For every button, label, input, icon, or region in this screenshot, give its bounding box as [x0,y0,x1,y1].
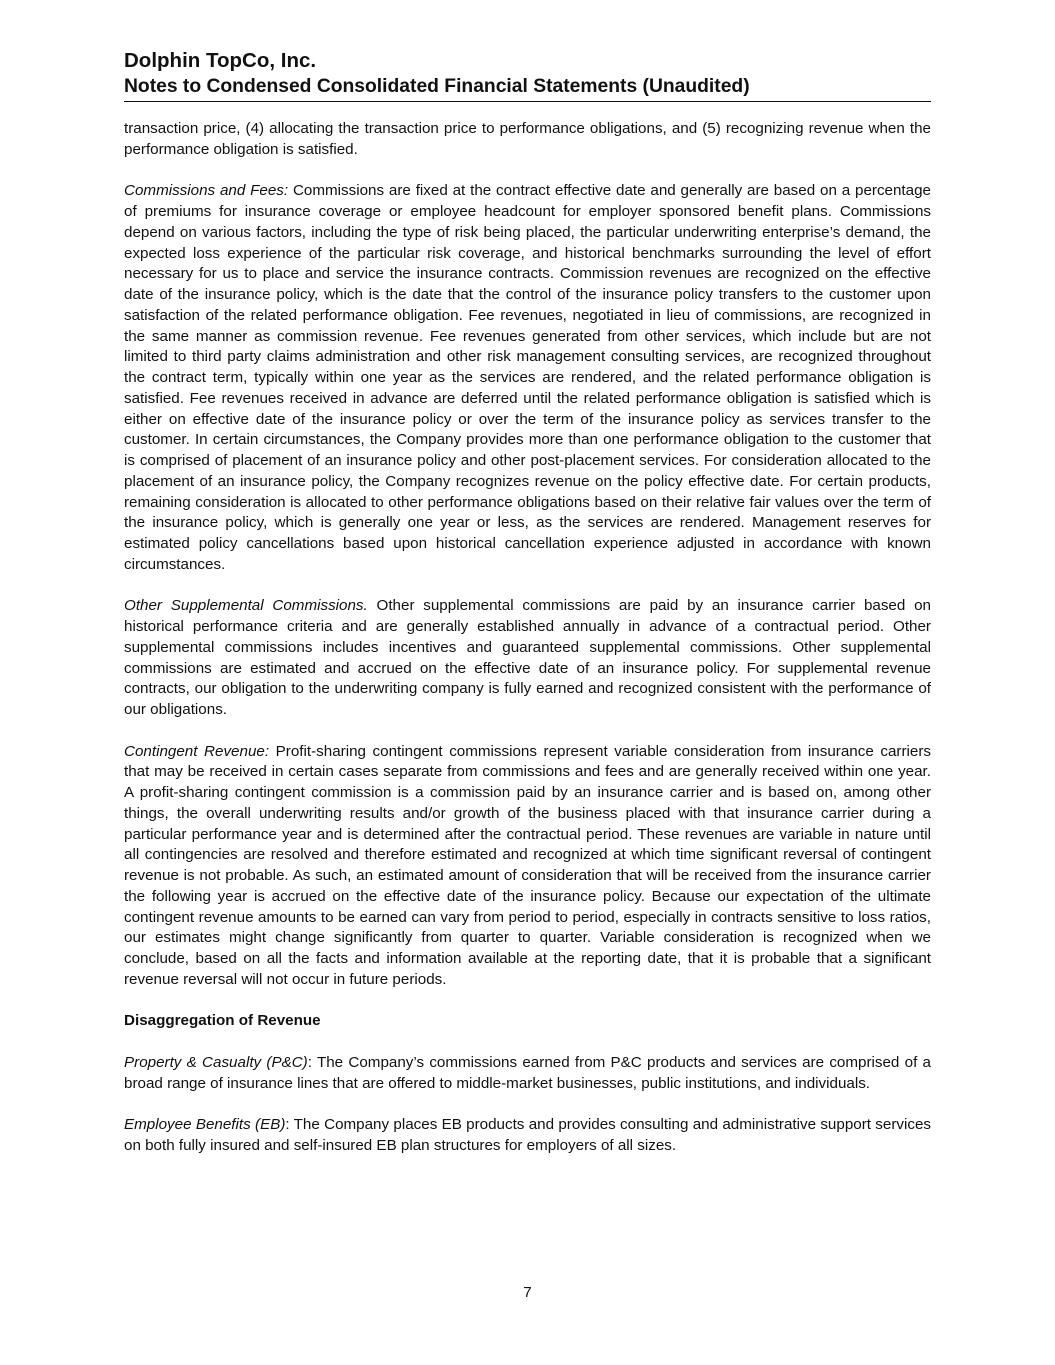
supplemental-paragraph [124,596,931,721]
pc-paragraph [124,1053,931,1095]
supplemental-lead: Other Supplemental Commissions. [124,597,368,615]
commissions-text: Commissions are fixed at the contract effective date and generally are based on a percentage of premiums for insurance coverage or employee headcount for employer sponsored benefit plans. Commissions depend on various factors, including the type of risk being placed, the particular underwriting enterprise’s demand, the expected loss experience of the particular risk coverage, and historical benchmarks surrounding the level of effort necessary for us to place and service the insurance contracts. Commission revenues are recognized on the effective date of the insurance policy, which is the date that the control of the insurance policy transfers to the customer upon satisfaction of the related performance obligation. Fee revenues, negotiated in lieu of commissions, are recognized in the same manner as commission revenue. Fee revenues generated from other services, which include but are not limited to third party claims administration and other risk management consulting services, are recognized throughout the contract term, typically within one year as the services are rendered, and the related performance obligation is satisfied. Fee revenues received in advance are deferred until the related performance obligation is satisfied which is either on effective date of the insurance policy or over the term of the insurance policy as services transfer to the customer. In certain circumstances, the Company provides more than one performance obligation to the customer that is comprised of placement of an insurance policy and other post-placement services. For consideration allocated to the placement of an insurance policy, the Company recognizes revenue on the policy effective date. For certain products, remaining consideration is allocated to other performance obligations based on their relative fair values over the term of the insurance policy, which is generally one year or less, as the services are rendered. Management reserves for estimated policy cancellations based upon historical cancellation experience adjusted in accordance with known circumstances. [124,182,931,573]
page-number: 7 [523,1284,532,1301]
pc-lead: Property & Casualty (P&C) [124,1053,308,1071]
intro-paragraph: transaction price, (4) allocating the transaction price to performance obligations, and (5) recognizing revenue when the performance obligation is satisfied. [124,120,931,158]
contingent-text: Profit-sharing contingent commissions represent variable consideration from insurance carriers that may be received in certain cases separate from commissions and fees and are generally received within one year. A profit-sharing contingent commission is a commission paid by an insurance carrier and is based on, among other things, the overall underwriting results and/or growth of the business placed with that insurance carrier during a particular performance year and is determined after the contractual period. These revenues are variable in nature until all contingencies are resolved and therefore estimated and recognized at which time significant reversal of contingent revenue is not probable. As such, an estimated amount of consideration that will be received from the insurance carrier the following year is accrued on the effective date of the insurance policy. Because our expectation of the ultimate contingent revenue amounts to be earned can vary from period to period, especially in contracts sensitive to loss ratios, our estimates might change significantly from quarter to quarter. Variable consideration is recognized when we conclude, based on all the facts and information available at the reporting date, that it is probable that a significant revenue reversal will not occur in future periods. [124,742,931,988]
commissions-paragraph [124,181,931,575]
document-body [124,119,931,1157]
eb-text: : The Company places EB products and provides consulting and administrative support services on both fully insured and self-insured EB plan structures for employers of all sizes. [124,1116,931,1154]
commissions-lead: Commissions and Fees: [124,182,289,200]
supplemental-text: Other supplemental commissions are paid by an insurance carrier based on historical performance criteria and are generally established annually in advance of a contractual period. Other supplemental commissions includes incentives and guaranteed supplemental commissions. Other supplemental commissions are estimated and accrued on the effective date of an insurance policy. For supplemental revenue contracts, our obligation to the underwriting company is fully earned and recognized consistent with the performance of our obligations. [124,597,931,718]
page-subtitle: Notes to Condensed Consolidated Financial Statements (Unaudited) [124,74,931,102]
company-name: Dolphin TopCo, Inc. [124,49,317,72]
pc-text: : The Company’s commissions earned from P&C products and services are comprised of a broad range of insurance lines that are offered to middle-market businesses, public institutions, and individuals. [124,1053,932,1092]
document-page [124,48,931,1157]
eb-lead: Employee Benefits (EB) [124,1116,286,1133]
eb-paragraph [124,1115,931,1157]
disaggregation-heading: Disaggregation of Revenue [124,1012,321,1030]
contingent-lead: Contingent Revenue: [124,742,270,760]
contingent-paragraph [124,742,931,991]
